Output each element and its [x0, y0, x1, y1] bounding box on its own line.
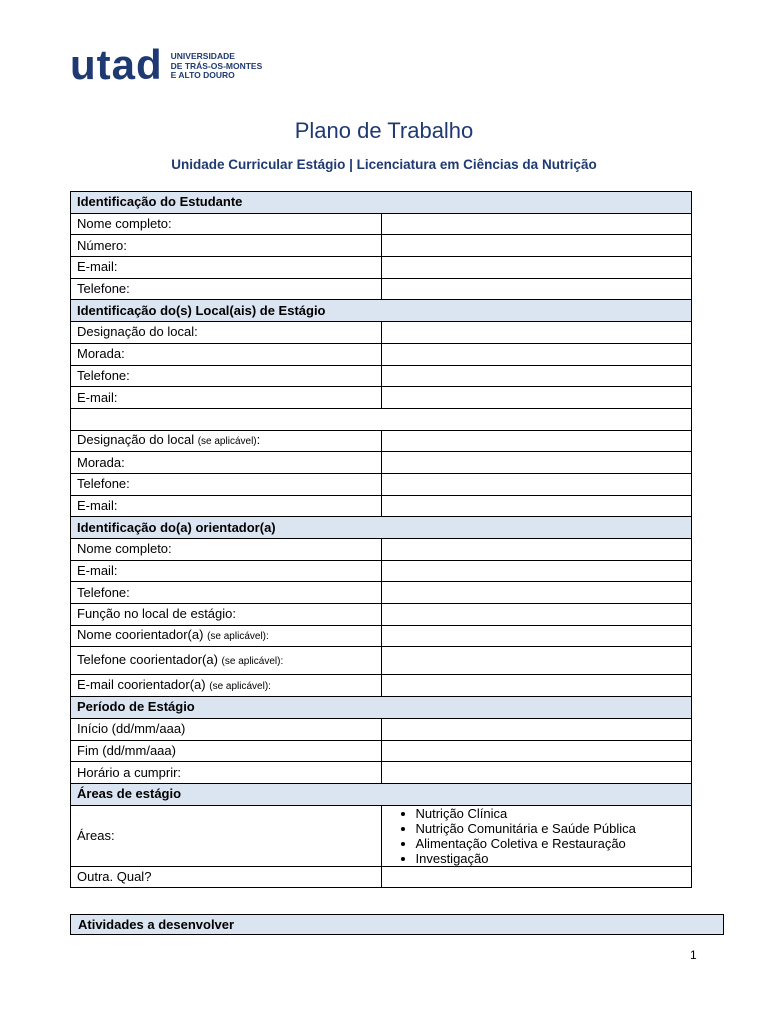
field-label: Designação do local:	[71, 322, 382, 344]
form-row-areas	[71, 805, 692, 866]
form-row-local2-designation	[71, 430, 692, 452]
local-phone-field[interactable]	[381, 365, 692, 387]
field-label	[71, 675, 382, 697]
start-date-field[interactable]	[381, 718, 692, 740]
page-number: 1	[690, 948, 697, 962]
section-title: Período de Estágio	[71, 697, 692, 719]
local2-phone-field[interactable]	[381, 473, 692, 495]
form-row-local-address	[71, 343, 692, 365]
field-label: E-mail:	[71, 387, 382, 409]
area-option-research[interactable]: • Investigação	[416, 851, 686, 866]
form-row-orientador-name	[71, 539, 692, 561]
local2-designation-field[interactable]	[381, 430, 692, 452]
local-designation-field[interactable]	[381, 322, 692, 344]
student-email-field[interactable]	[381, 257, 692, 279]
field-label: Fim (dd/mm/aaa)	[71, 740, 382, 762]
form-row-student-email	[71, 257, 692, 279]
form-row-spacer	[71, 408, 692, 430]
form-row-student-name	[71, 213, 692, 235]
section-header-periodo	[71, 697, 692, 719]
field-label: Telefone:	[71, 365, 382, 387]
section-header-student	[71, 192, 692, 214]
form-row-schedule	[71, 762, 692, 784]
coorientador-phone-field[interactable]	[381, 647, 692, 675]
area-option-clinical[interactable]: • Nutrição Clínica	[416, 806, 686, 821]
section-title: Identificação do(a) orientador(a)	[71, 517, 692, 539]
document-subtitle: Unidade Curricular Estágio | Licenciatura em Ciências da Nutrição	[171, 157, 597, 172]
field-label: Áreas:	[71, 805, 382, 866]
section-header-areas	[71, 783, 692, 805]
form-row-local-email	[71, 387, 692, 409]
field-label: Horário a cumprir:	[71, 762, 382, 784]
field-label: E-mail:	[71, 560, 382, 582]
label-colon: :	[256, 431, 261, 447]
document-title: Plano de Trabalho	[294, 118, 474, 143]
field-label	[71, 430, 382, 452]
coorientador-email-field[interactable]	[381, 675, 692, 697]
field-label: Número:	[71, 235, 382, 257]
form-row-coorientador-name	[71, 625, 692, 647]
orientador-role-field[interactable]	[381, 604, 692, 626]
orientador-name-field[interactable]	[381, 539, 692, 561]
student-name-field[interactable]	[381, 213, 692, 235]
logo-wordmark: utad	[70, 41, 163, 88]
local-email-field[interactable]	[381, 387, 692, 409]
field-label: E-mail:	[71, 495, 382, 517]
student-phone-field[interactable]	[381, 278, 692, 300]
form-row-end-date	[71, 740, 692, 762]
field-label: Nome completo:	[71, 213, 382, 235]
empty-row	[71, 408, 692, 430]
optional-note: (se aplicável):	[209, 680, 271, 692]
form-row-orientador-role	[71, 604, 692, 626]
field-label: Telefone:	[71, 473, 382, 495]
form-row-local2-email	[71, 495, 692, 517]
form-row-coorientador-email	[71, 675, 692, 697]
student-number-field[interactable]	[381, 235, 692, 257]
logo-line-3: E ALTO DOURO	[170, 70, 235, 80]
orientador-email-field[interactable]	[381, 560, 692, 582]
utad-logo	[70, 41, 263, 88]
form-row-student-phone	[71, 278, 692, 300]
field-label: Telefone:	[71, 582, 382, 604]
other-area-field[interactable]	[381, 866, 692, 888]
field-label: Morada:	[71, 343, 382, 365]
form-row-start-date	[71, 718, 692, 740]
logo-university-name	[171, 52, 263, 81]
form-row-local2-address	[71, 452, 692, 474]
label-text: Designação do local	[77, 431, 195, 447]
logo-line-1: UNIVERSIDADE	[170, 51, 235, 61]
optional-note: (se aplicável):	[207, 631, 269, 643]
local-address-field[interactable]	[381, 343, 692, 365]
field-label: Início (dd/mm/aaa)	[71, 718, 382, 740]
optional-note: (se aplicável)	[197, 435, 257, 447]
section-title: Identificação do(s) Local(ais) de Estágio	[71, 300, 692, 322]
label-text: E-mail coorientador(a)	[77, 676, 206, 692]
form-row-coorientador-phone	[71, 647, 692, 675]
section-header-orientador	[71, 517, 692, 539]
orientador-phone-field[interactable]	[381, 582, 692, 604]
section-header-local	[71, 300, 692, 322]
form-row-other-area	[71, 866, 692, 888]
section-title: Identificação do Estudante	[71, 192, 692, 214]
section-title: Áreas de estágio	[71, 783, 692, 805]
work-plan-form	[70, 191, 692, 888]
local2-address-field[interactable]	[381, 452, 692, 474]
label-text: Telefone coorientador(a)	[77, 651, 218, 667]
field-label: Outra. Qual?	[71, 866, 382, 888]
field-label: Morada:	[71, 452, 382, 474]
field-label: Função no local de estágio:	[71, 604, 382, 626]
end-date-field[interactable]	[381, 740, 692, 762]
form-row-local2-phone	[71, 473, 692, 495]
areas-list	[388, 806, 686, 866]
form-row-student-number	[71, 235, 692, 257]
field-label	[71, 647, 382, 675]
field-label: Telefone:	[71, 278, 382, 300]
area-option-collective[interactable]: • Alimentação Coletiva e Restauração	[416, 836, 686, 851]
form-row-local-designation	[71, 322, 692, 344]
area-option-community[interactable]: • Nutrição Comunitária e Saúde Pública	[416, 821, 686, 836]
field-label: E-mail:	[71, 257, 382, 279]
activities-section-header: Atividades a desenvolver	[70, 914, 724, 935]
local2-email-field[interactable]	[381, 495, 692, 517]
form-row-orientador-email	[71, 560, 692, 582]
areas-options-cell	[381, 805, 692, 866]
schedule-field[interactable]	[381, 762, 692, 784]
form-row-local-phone	[71, 365, 692, 387]
field-label: Nome completo:	[71, 539, 382, 561]
logo-line-2: DE TRÁS-OS-MONTES	[170, 60, 263, 71]
optional-note: (se aplicável):	[221, 655, 284, 667]
form-row-orientador-phone	[71, 582, 692, 604]
coorientador-name-field[interactable]	[381, 625, 692, 647]
label-text: Nome coorientador(a)	[77, 627, 204, 643]
field-label	[71, 625, 382, 647]
